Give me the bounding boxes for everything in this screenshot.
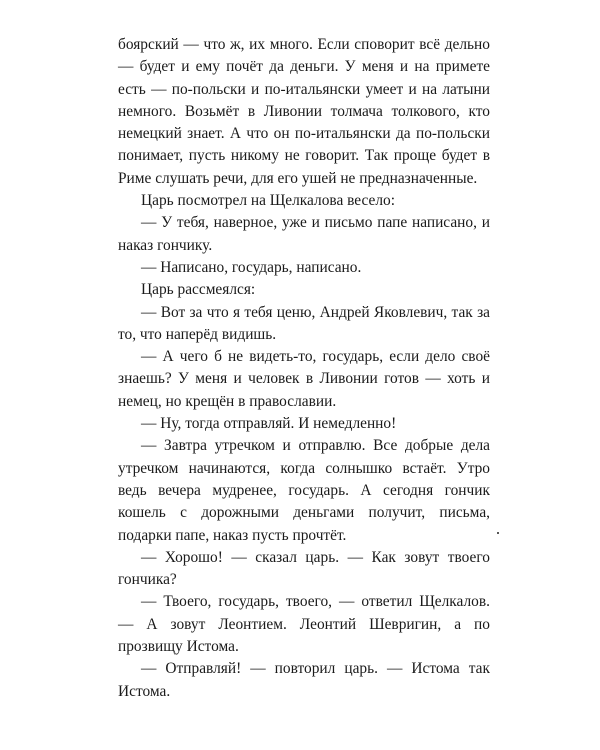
paragraph: — У тебя, наверное, уже и письмо папе написано, и наказ гончику. bbox=[118, 214, 490, 254]
paragraph: Царь рассмеялся: bbox=[141, 281, 256, 299]
paragraph: — Ну, тогда отправляй. И немедленно! bbox=[141, 415, 397, 433]
paragraph: — Вот за что я тебя ценю, Андрей Яковлевич, так за то, что наперёд видишь. bbox=[118, 303, 490, 343]
paragraph: — Твоего, государь, твоего, — ответил Щелкалов. — А зовут Леонтием. Леонтий Шевригин, а по прозвищу Истома. bbox=[118, 593, 490, 656]
paragraph: Царь посмотрел на Щелкалова весело: bbox=[141, 192, 396, 210]
stray-mark bbox=[497, 532, 499, 534]
book-page-text bbox=[118, 34, 490, 703]
paragraph: — А чего б не видеть-то, государь, если дело своё знаешь? У меня и человек в Ливонии готов — хоть и немец, но крещён в православии. bbox=[118, 348, 490, 410]
paragraph: — Завтра утречком и отправлю. Все добрые дела утречком начинаются, когда солнышко встаёт. Утро ведь вечера мудренее, государь. А сегодня гончик кошель с дорожными деньгами получит, письма, подарки папе, наказ пусть прочтёт. bbox=[118, 437, 490, 544]
paragraph: — Написано, государь, написано. bbox=[141, 258, 362, 276]
paragraph-continuation: боярский — что ж, их много. Если споворит всё дельно — будет и ему почёт да деньги. У меня и на примете есть — по-польски и по-итальянски умеет и на латыни немного. Возьмёт в Ливонии толмача толкового, кто немецкий знает. А что он по-итальянски да по-польски понимает, пусть никому не говорит. Так проще будет в Риме слушать речи, для его ушей не предназначенные. bbox=[118, 36, 490, 187]
paragraph: — Хорошо! — сказал царь. — Как зовут твоего гончика? bbox=[118, 548, 490, 589]
paragraph: — Отправляй! — повторил царь. — Истома так Истома. bbox=[118, 660, 490, 700]
